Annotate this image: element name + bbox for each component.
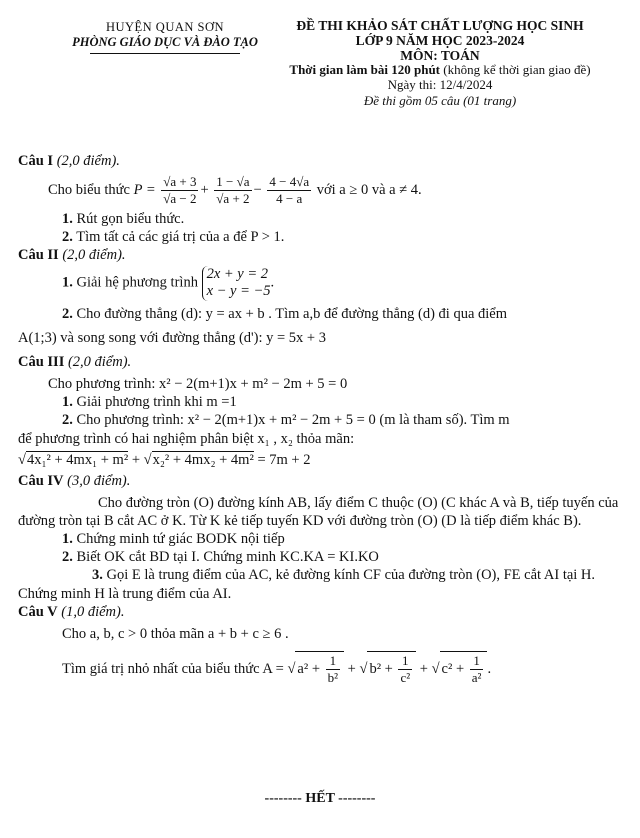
- fraction-2: $\frac{1 - √a}{√a + 2}$: [216, 174, 250, 207]
- header-right: [270, 18, 610, 109]
- q1-heading: Câu I (2,0 điểm).: [18, 153, 120, 169]
- header-divider: [90, 53, 240, 54]
- q3-item-2-cont: để phương trình có hai nghiệm phân biệt x₁ , x₂ thỏa mãn:: [18, 430, 355, 447]
- time-info: Thời gian làm bài 120 phút (không kể thời gian giao đề): [289, 62, 591, 78]
- end-marker: -------- HẾT --------: [264, 791, 376, 806]
- q3-item-1: 1. Giải phương trình khi m =1: [62, 394, 237, 411]
- q5-heading: Câu V (1,0 điểm).: [18, 603, 125, 620]
- subject: MÔN: TOÁN: [400, 48, 480, 64]
- department-name: PHÒNG GIÁO DỤC VÀ ĐÀO TẠO: [72, 34, 258, 49]
- q3-intro: Cho phương trình: x² − 2(m+1)x + m² − 2m + 5 = 0: [48, 376, 348, 393]
- q5-intro: Cho a, b, c > 0 thỏa mãn a + b + c ≥ 6 .: [62, 625, 289, 642]
- fraction-1: $\frac{√a + 3}{√a - 2}$: [163, 174, 197, 207]
- q2-item-2-cont: A(1;3) và song song với đường thẳng (d'): y = 5x + 3: [18, 329, 326, 346]
- fraction-3: $\frac{4 - 4√a}{4 - a}$: [269, 174, 310, 207]
- equation-system: 2x + y = 2 x − y = −5: [202, 266, 271, 301]
- q3-condition: √4x₁² + 4mx₁ + m² + √x₂² + 4mx₂ + 4m² = 7m + 2: [18, 451, 311, 468]
- q2-item-2: 2. Cho đường thẳng (d): y = ax + b . Tìm a,b để đường thẳng (d) đi qua điểm: [62, 305, 508, 322]
- district-name: HUYỆN QUAN SƠN: [105, 20, 225, 34]
- q4-item-1: 1. Chứng minh tứ giác BODK nội tiếp: [62, 531, 285, 548]
- exam-title: ĐỀ THI KHẢO SÁT CHẤT LƯỢNG HỌC SINH: [296, 18, 584, 33]
- q4-item-2: 2. Biết OK cắt BD tại I. Chứng minh KC.KA = KI.KO: [62, 549, 379, 566]
- q4-intro: Cho đường tròn (O) đường kính AB, lấy điểm C thuộc (O) (C khác A và B, tiếp tuyến của đường tròn tại B cắt AC ở K. Từ K kẻ tiếp tuyến KD với đường tròn (O) (D là tiếp điểm khác B).: [18, 494, 619, 530]
- q1-item-1: 1. Rút gọn biểu thức.: [62, 210, 185, 227]
- header-left: [40, 20, 290, 54]
- page-note: Đề thi gồm 05 câu (01 trang): [363, 93, 517, 109]
- exam-date: Ngày thi: 12/4/2024: [387, 77, 493, 93]
- grade-year: LỚP 9 NĂM HỌC 2023-2024: [355, 33, 525, 49]
- q3-item-2: 2. Cho phương trình: x² − 2(m+1)x + m² − 2m + 5 = 0 (m là tham số). Tìm m: [62, 412, 510, 429]
- q1-expression: Cho biểu thức P = $\frac{√a + 3}{√a - 2}$ + $\frac{1 - √a}{√a + 2}$ − $\frac{4 - 4√a}{4 - a}$ với a ≥ 0 và a ≠ 4.: [48, 174, 422, 207]
- q4-heading: Câu IV (3,0 điểm).: [18, 472, 131, 489]
- q2-heading: Câu II (2,0 điểm).: [18, 246, 126, 263]
- q4-item-3: 3. Gọi E là trung điểm của AC, kẻ đường kính CF của đường tròn (O), FE cắt AI tại H. Chứng minh H là trung điểm của AI.: [18, 567, 596, 602]
- exam-content: [18, 152, 628, 686]
- q1-item-2: 2. Tìm tất cả các giá trị của a để P > 1.: [62, 228, 285, 245]
- q3-heading: Câu III (2,0 điểm).: [18, 354, 132, 371]
- q2-item-1: 1. Giải hệ phương trình 2x + y = 2 x − y = −5 .: [62, 266, 275, 300]
- q5-expression: Tìm giá trị nhỏ nhất của biểu thức A = √ a² + $\frac{1}{\text{b²}}$ + √ b² + $\frac{1}{\text{c²}}$ + √ c² + $\frac{1}{\text{a²}}$ .: [62, 652, 492, 686]
